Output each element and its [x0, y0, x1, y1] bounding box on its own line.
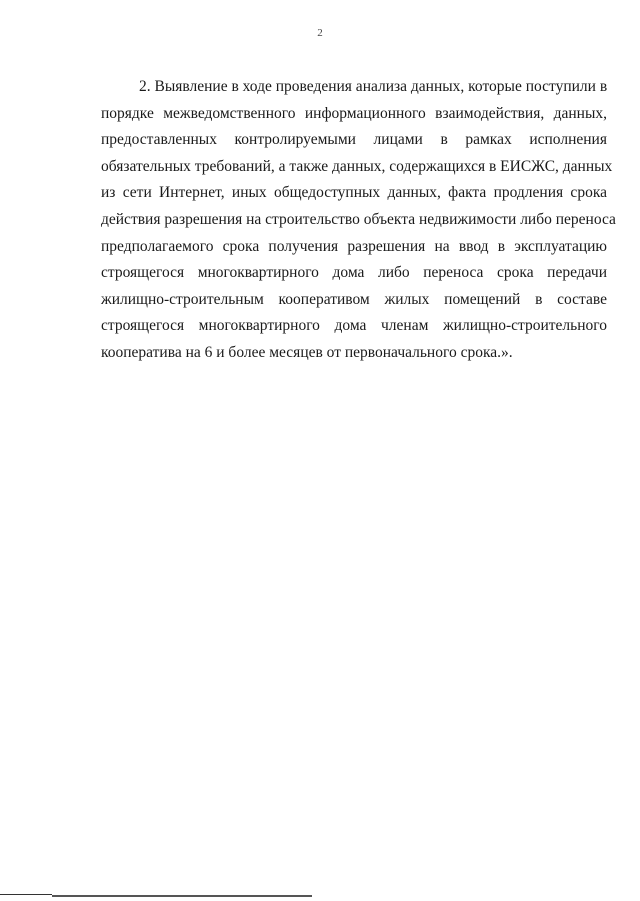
paragraph-line: из сети Интернет, иных общедоступных данных, факта продления срока	[101, 184, 607, 202]
page-number: 2	[317, 27, 323, 39]
scan-edge-mark	[0, 894, 52, 895]
paragraph-line: 2. Выявление в ходе проведения анализа данных, которые поступили в	[139, 78, 608, 95]
paragraph-line: кооператива на 6 и более месяцев от первоначального срока.».	[101, 343, 513, 361]
paragraph-line: жилищно-строительным кооперативом жилых помещений в составе	[101, 290, 607, 308]
paragraph-line: действия разрешения на строительство объекта недвижимости либо переноса	[101, 210, 616, 228]
paragraph-line: обязательных требований, а также данных, содержащихся в ЕИСЖС, данных	[101, 157, 613, 175]
paragraph-line: предоставленных контролируемыми лицами в рамках исполнения	[101, 131, 607, 149]
scan-edge-mark	[52, 895, 312, 897]
paragraph-line: строящегося многоквартирного дома членам жилищно-строительного	[101, 317, 607, 335]
body-paragraph	[101, 74, 616, 367]
paragraph-line: строящегося многоквартирного дома либо переноса срока передачи	[101, 264, 607, 282]
paragraph-line: порядке межведомственного информационного взаимодействия, данных,	[101, 104, 607, 122]
paragraph-line: предполагаемого срока получения разрешения на ввод в эксплуатацию	[101, 237, 607, 255]
